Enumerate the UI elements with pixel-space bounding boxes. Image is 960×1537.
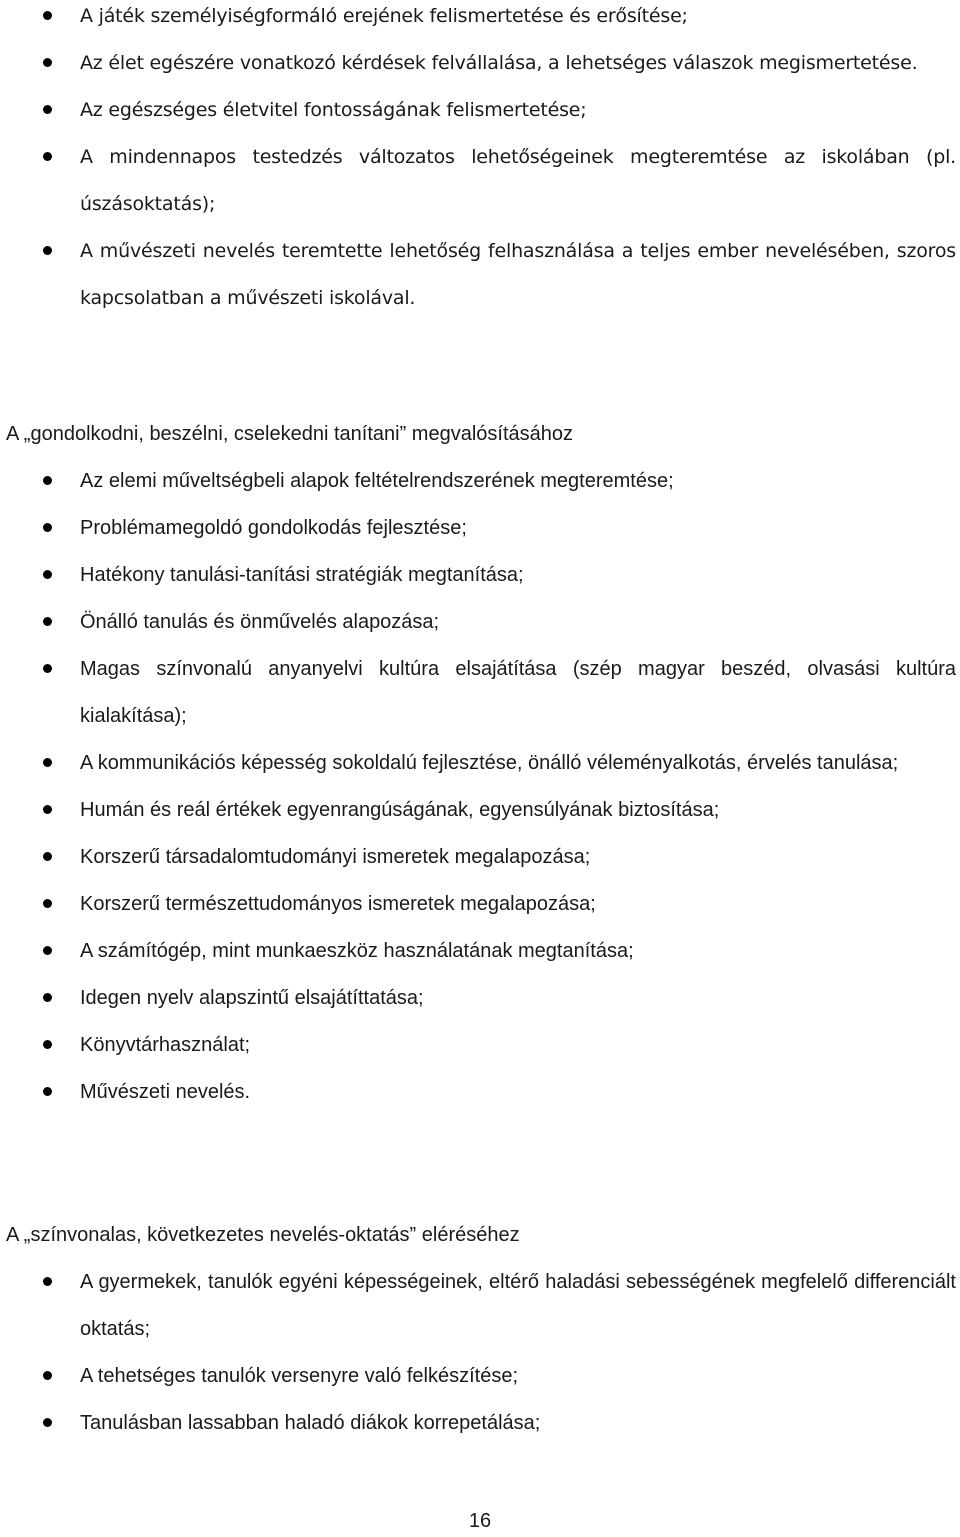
bullet-icon — [43, 758, 52, 767]
section-heading: A „gondolkodni, beszélni, cselekedni tanítani” megvalósításához — [6, 423, 574, 445]
bullet-icon — [43, 899, 52, 908]
list-item — [0, 1353, 960, 1400]
list-item — [0, 1400, 960, 1447]
bullet-icon — [43, 523, 52, 532]
list-item-text: Művészeti nevelés. — [80, 1081, 251, 1103]
list-item-text: A művészeti nevelés teremtette lehetőség felhasználása a teljes ember nevelésében, szoros kapcsolatban a művészeti iskolával. — [80, 240, 956, 309]
list-item — [0, 599, 960, 646]
list-item — [0, 928, 960, 975]
list-item — [0, 1022, 960, 1069]
list-item — [0, 975, 960, 1022]
list-item — [0, 505, 960, 552]
list-item — [0, 228, 960, 322]
list-item-text: A kommunikációs képesség sokoldalú fejlesztése, önálló véleményalkotás, érvelés tanulása; — [80, 752, 899, 774]
bullet-icon — [43, 11, 52, 20]
bullet-icon — [43, 1040, 52, 1049]
bullet-icon — [43, 805, 52, 814]
list-item-text: Humán és reál értékek egyenrangúságának, egyensúlyának biztosítása; — [80, 799, 720, 821]
list-item — [0, 134, 960, 228]
bullet-list-3 — [0, 1259, 960, 1447]
section-2 — [0, 458, 960, 1116]
list-item-text: Önálló tanulás és önművelés alapozása; — [80, 611, 440, 633]
list-item-text: A számítógép, mint munkaeszköz használatának megtanítása; — [80, 940, 634, 962]
bullet-icon — [43, 1371, 52, 1380]
list-item — [0, 40, 960, 87]
bullet-icon — [43, 152, 52, 161]
list-item-text: A mindennapos testedzés változatos lehetőségeinek megteremtése az iskolában (pl. úszásoktatás); — [80, 146, 956, 215]
list-item-text: Magas színvonalú anyanyelvi kultúra elsajátítása (szép magyar beszéd, olvasási kultúra kialakítása); — [80, 658, 956, 727]
section-heading: A „színvonalas, következetes nevelés-oktatás” eléréséhez — [6, 1224, 520, 1246]
page-number: 16 — [468, 1510, 492, 1532]
list-item-text: Könyvtárhasználat; — [80, 1034, 251, 1056]
bullet-icon — [43, 946, 52, 955]
list-item-text: Az élet egészére vonatkozó kérdések felvállalása, a lehetséges válaszok megismertetése. — [80, 52, 918, 74]
list-item — [0, 552, 960, 599]
bullet-icon — [43, 1277, 52, 1286]
list-item — [0, 1259, 960, 1353]
section-3 — [0, 1259, 960, 1447]
list-item-text: Problémamegoldó gondolkodás fejlesztése; — [80, 517, 467, 539]
list-item-text: Hatékony tanulási-tanítási stratégiák megtanítása; — [80, 564, 524, 586]
bullet-icon — [43, 570, 52, 579]
list-item — [0, 0, 960, 40]
list-item-text: Korszerű természettudományos ismeretek megalapozása; — [80, 893, 596, 915]
list-item-text: A játék személyiségformáló erejének felismertetése és erősítése; — [80, 5, 688, 27]
list-item — [0, 834, 960, 881]
bullet-icon — [43, 852, 52, 861]
bullet-list-2 — [0, 458, 960, 1116]
list-item-text: A tehetséges tanulók versenyre való felkészítése; — [80, 1365, 519, 1387]
list-item — [0, 458, 960, 505]
list-item-text: Tanulásban lassabban haladó diákok korrepetálása; — [80, 1412, 541, 1434]
list-item-text: Korszerű társadalomtudományi ismeretek megalapozása; — [80, 846, 591, 868]
list-item — [0, 787, 960, 834]
list-item-text: A gyermekek, tanulók egyéni képességeinek, eltérő haladási sebességének megfelelő differenciált oktatás; — [80, 1271, 956, 1340]
list-item-text: Az egészséges életvitel fontosságának felismertetése; — [80, 99, 587, 121]
bullet-list-1 — [0, 0, 960, 322]
list-item — [0, 1069, 960, 1116]
list-item — [0, 740, 960, 787]
bullet-icon — [43, 1087, 52, 1096]
bullet-icon — [43, 1418, 52, 1427]
bullet-icon — [43, 58, 52, 67]
list-item-text: Idegen nyelv alapszintű elsajátíttatása; — [80, 987, 424, 1009]
bullet-icon — [43, 664, 52, 673]
section-1 — [0, 0, 960, 322]
bullet-icon — [43, 993, 52, 1002]
bullet-icon — [43, 105, 52, 114]
list-item-text: Az elemi műveltségbeli alapok feltételrendszerének megteremtése; — [80, 470, 674, 492]
bullet-icon — [43, 617, 52, 626]
list-item — [0, 881, 960, 928]
list-item — [0, 87, 960, 134]
bullet-icon — [43, 476, 52, 485]
bullet-icon — [43, 246, 52, 255]
list-item — [0, 646, 960, 740]
